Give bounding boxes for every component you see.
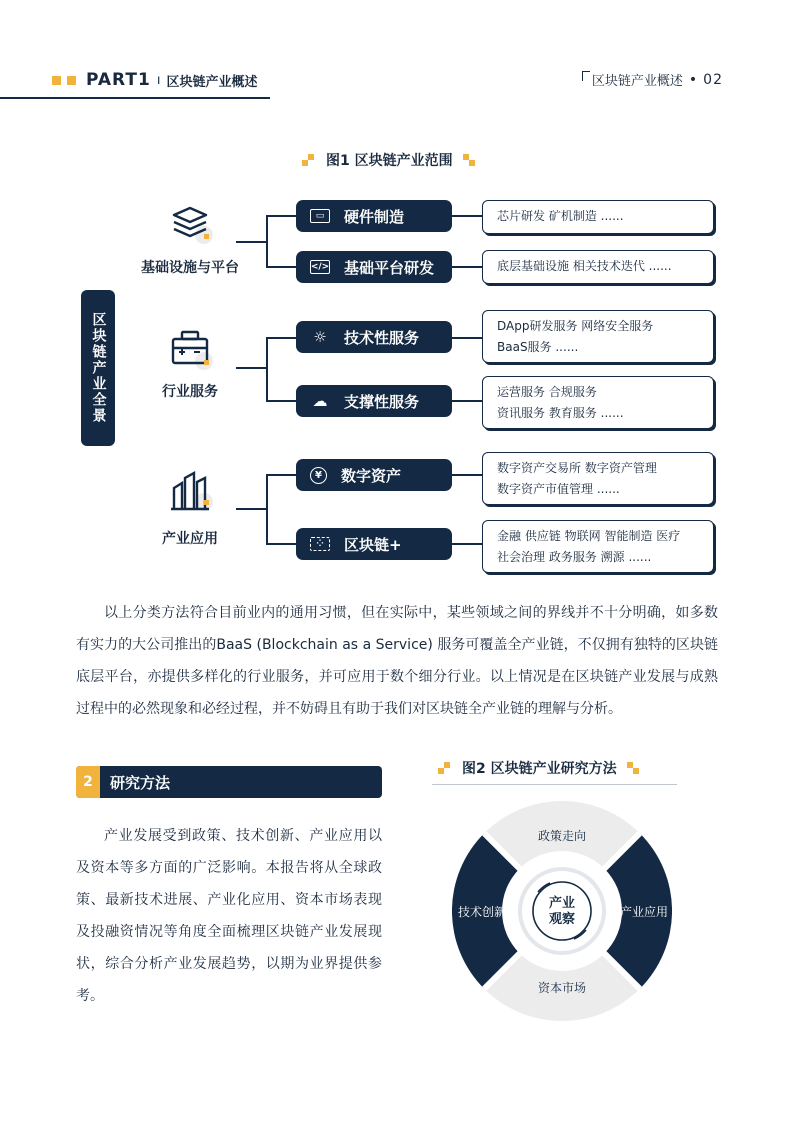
- connector: [452, 400, 482, 402]
- hardware-icon: ▭: [310, 209, 330, 223]
- figure2-rule: [432, 784, 677, 785]
- accent-square: [52, 76, 61, 85]
- separator: ı: [156, 72, 161, 88]
- part-header: [52, 70, 257, 90]
- toolbox-icon: [168, 328, 216, 370]
- running-header: [582, 70, 723, 89]
- connector: [452, 337, 482, 339]
- buildings-icon: [168, 470, 216, 514]
- network-icon: ⁘: [310, 537, 330, 551]
- detail-line: 数字资产市值管理 ......: [497, 482, 620, 496]
- accent-square: [67, 76, 76, 85]
- segment-right-label: 产业应用: [619, 905, 669, 919]
- detail-line: BaaS服务 ......: [497, 340, 579, 354]
- page-number: 02: [703, 71, 723, 88]
- connector: [452, 543, 482, 545]
- yen-icon: ¥: [310, 467, 327, 484]
- pill-tech-service: [296, 321, 452, 353]
- title-deco-icon: [438, 762, 452, 774]
- connector: [452, 215, 482, 217]
- section-number: 2: [76, 766, 100, 798]
- pill-label: 支撑性服务: [344, 392, 420, 411]
- panorama-side-label: [81, 290, 115, 446]
- group-label-services: 行业服务: [162, 384, 218, 400]
- detail-line: 芯片研发 矿机制造 ......: [497, 209, 624, 223]
- detail-line: 社会治理 政务服务 溯源 ......: [497, 550, 652, 564]
- connector: [266, 474, 296, 476]
- section-body: 产业发展受到政策、技术创新、产业应用以及资本等多方面的广泛影响。本报告将从全球政策、最新技术进展、产业化应用、资本市场表现及投融资情况等角度全面梳理区块链产业发展现状，综合分析产业发展趋势，以期为业界提供参考。: [76, 828, 382, 1004]
- pill-label: 数字资产: [341, 466, 402, 485]
- detail-line: 资讯服务 教育服务 ......: [497, 406, 624, 420]
- segment-left-label: 技术创新: [457, 905, 507, 919]
- title-deco-icon: [463, 154, 477, 166]
- connector: [236, 367, 266, 369]
- section-name: 区块链产业概述: [166, 74, 258, 90]
- detail-box: [482, 376, 714, 429]
- connector: [236, 241, 266, 243]
- pill-hardware: [296, 200, 452, 232]
- pill-platform: [296, 251, 452, 283]
- detail-box: [482, 250, 714, 284]
- segment-bottom-label: 资本市场: [537, 981, 587, 995]
- title-deco-icon: [627, 762, 641, 774]
- code-icon: </>: [310, 262, 330, 272]
- segment-top-label: 政策走向: [537, 829, 587, 843]
- figure2-title-text: 图2 区块链产业研究方法: [462, 761, 617, 777]
- connector: [266, 337, 296, 339]
- bulb-icon: ☼: [313, 328, 327, 346]
- figure1-title-text: 图1 区块链产业范围: [326, 153, 453, 169]
- section-heading: [76, 766, 382, 798]
- cloud-icon: ☁: [312, 392, 328, 410]
- research-method-diagram: [452, 796, 672, 1026]
- connector: [452, 474, 482, 476]
- detail-line: 运营服务 合规服务: [497, 385, 597, 399]
- running-title: 区块链产业概述: [591, 74, 683, 89]
- connector: [266, 474, 268, 544]
- title-deco-icon: [302, 154, 316, 166]
- pill-label: 区块链+: [344, 535, 402, 554]
- group-label-infrastructure: 基础设施与平台: [141, 260, 239, 276]
- connector: [266, 266, 296, 268]
- connector: [452, 266, 482, 268]
- detail-box: [482, 520, 714, 573]
- detail-box: [482, 310, 714, 363]
- group-label-applications: 产业应用: [162, 531, 218, 547]
- pill-digital-asset: [296, 459, 452, 491]
- figure2-title: [438, 758, 641, 778]
- pill-support-service: [296, 385, 452, 417]
- detail-line: 数字资产交易所 数字资产管理: [497, 461, 657, 475]
- connector: [266, 400, 296, 402]
- header-rule: [0, 97, 270, 99]
- connector: [266, 215, 296, 217]
- figure1-title: [302, 150, 477, 170]
- center-line-1: 产业: [548, 896, 576, 911]
- body-paragraph: 以上分类方法符合目前业内的通用习惯，但在实际中，某些领域之间的界线并不十分明确，如多数有实力的大公司推出的BaaS (Blockchain as a Service) 服务可覆盖全产业链，不仅拥有独特的区块链底层平台，亦提供多样化的行业服务，并可应用于数个细分行业。以上情况是在区块链产业发展与成熟过程中的必然现象和必经过程，并不妨碍且有助于我们对区块链全产业链的理解与分析。: [76, 605, 718, 717]
- pill-blockchain-plus: [296, 528, 452, 560]
- side-label-text: 区块链产业全景: [90, 312, 107, 424]
- connector: [266, 543, 296, 545]
- detail-line: 金融 供应链 物联网 智能制造 医疗: [497, 529, 681, 543]
- center-line-2: 观察: [548, 912, 576, 927]
- bracket-icon: [582, 71, 590, 81]
- detail-box: [482, 200, 714, 234]
- layers-icon: [168, 205, 216, 245]
- section-title: 研究方法: [110, 773, 171, 792]
- part-label: PART1: [86, 70, 151, 90]
- pill-label: 基础平台研发: [344, 258, 435, 277]
- connector: [236, 508, 266, 510]
- pill-label: 硬件制造: [344, 207, 405, 226]
- detail-line: DApp研发服务 网络安全服务: [497, 319, 654, 333]
- detail-line: 底层基础设施 相关技术迭代 ......: [497, 259, 672, 273]
- connector: [266, 337, 268, 401]
- connector: [266, 215, 268, 268]
- detail-box: [482, 452, 714, 505]
- pill-label: 技术性服务: [344, 328, 420, 347]
- bullet-dot: •: [688, 71, 698, 88]
